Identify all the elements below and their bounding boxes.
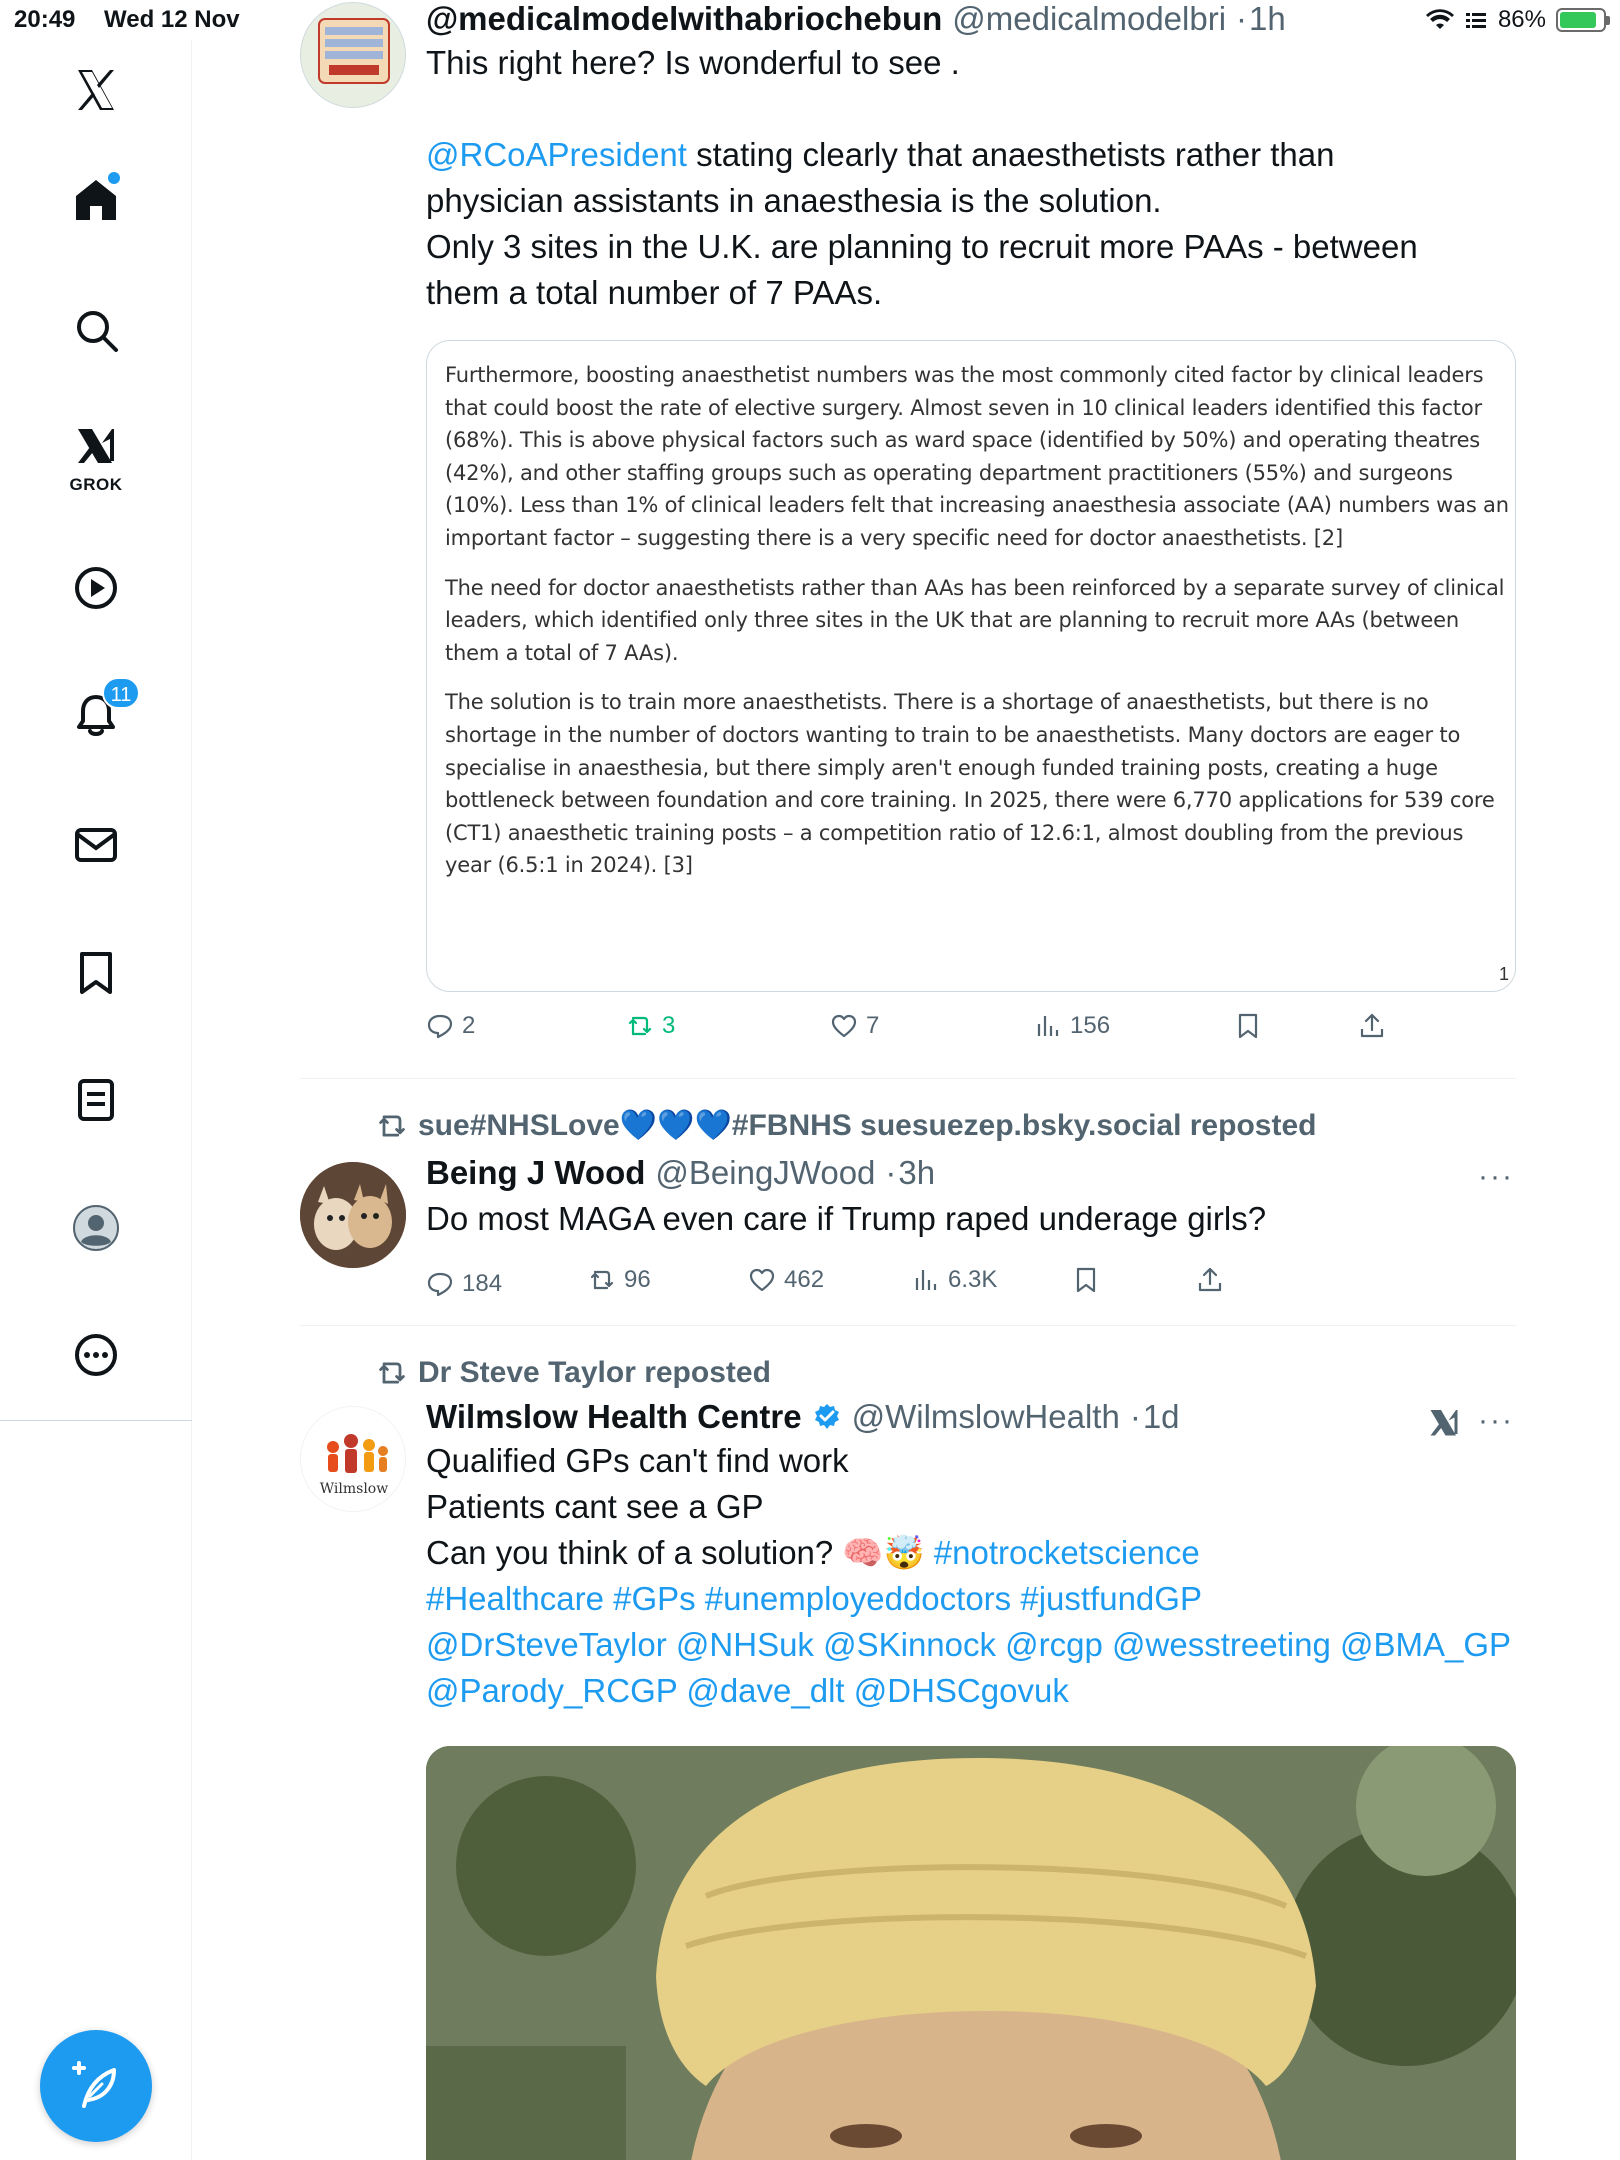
- home-unread-dot: [108, 172, 120, 184]
- text-line: physician assistants in anaesthesia is the solution.: [426, 182, 1162, 219]
- like-button[interactable]: [748, 1266, 824, 1294]
- text-line: [426, 132, 1516, 178]
- bookmark-button[interactable]: [1234, 1012, 1262, 1040]
- mail-icon: [72, 821, 120, 869]
- post-more-menu-icon[interactable]: ···: [1478, 1404, 1514, 1437]
- heart-icon: [830, 1012, 858, 1040]
- timeline: [300, 0, 1516, 1709]
- battery-icon: [1556, 8, 1606, 32]
- post-text: [426, 1438, 1516, 1714]
- sidebar-item-videos[interactable]: [56, 548, 136, 628]
- mention-links[interactable]: @DrSteveTaylor @NHSuk @SKinnock @rcgp @wesstreeting @BMA_GP: [426, 1626, 1512, 1663]
- bookmark-icon: [1072, 1266, 1100, 1294]
- grok-icon[interactable]: [1426, 1404, 1462, 1440]
- text-line: [426, 1530, 1516, 1576]
- like-count: 462: [784, 1266, 825, 1293]
- avatar-logo-text: Wilmslow: [319, 1481, 389, 1497]
- repost-button[interactable]: [626, 1012, 675, 1040]
- battery-percent: 86%: [1497, 6, 1546, 33]
- mention-links[interactable]: @Parody_RCGP @dave_dlt @DHSCgovuk: [426, 1672, 1069, 1709]
- avatar[interactable]: [300, 2, 406, 108]
- grok-label: GROK: [69, 475, 123, 494]
- reply-icon: [426, 1270, 454, 1298]
- document-paragraph: The solution is to train more anaesthetists. There is a shortage of anaesthetists, but there is no shortage in the number of doctors wanting to train to be anaesthetists. Many doctors are eager to specialise in anaesthesia, but there simply aren't enough funded training posts, creating a huge bottleneck between foundation and core training. In 2025, there were 6,770 applications for 539 core (CT1) anaesthetic training posts – a competition ratio of 12.6:1, almost doubling from the previous year (6.5:1 in 2024). [3]: [445, 690, 1495, 878]
- text-line: This right here? Is wonderful to see .: [426, 44, 960, 81]
- author-handle[interactable]: @medicalmodelbri: [952, 0, 1227, 37]
- x-logo-icon[interactable]: [56, 50, 136, 130]
- sidebar-item-search[interactable]: [56, 290, 136, 370]
- compose-post-button[interactable]: [40, 2030, 152, 2142]
- separator-dot: ·: [885, 1154, 897, 1191]
- hashtag-link[interactable]: #notrocketscience: [933, 1534, 1200, 1571]
- author-handle[interactable]: @WilmslowHealth: [851, 1398, 1120, 1435]
- post-header: [426, 1398, 1516, 1436]
- mention-link[interactable]: @RCoAPresident: [426, 136, 687, 173]
- bookmark-icon: [72, 949, 120, 997]
- text-line: them a total number of 7 PAAs.: [426, 274, 883, 311]
- hashtag-links[interactable]: #Healthcare #GPs #unemployeddoctors #justfundGP: [426, 1580, 1202, 1617]
- reply-count: 184: [462, 1270, 503, 1297]
- document-paragraph: The need for doctor anaesthetists rather than AAs has been reinforced by a separate survey of clinical leaders, which identified only three sites in the UK that are planning to recruit more AAs (between them a total of 7 AAs).: [445, 575, 1505, 665]
- post-text: Do most MAGA even care if Trump raped underage girls?: [426, 1200, 1267, 1237]
- like-count: 7: [866, 1012, 880, 1039]
- post-header: [426, 0, 1516, 38]
- post-more-menu-icon[interactable]: ···: [1478, 1160, 1514, 1193]
- heart-icon: [748, 1266, 776, 1294]
- person-photo-icon: [426, 1746, 1516, 2160]
- document-paragraph: Furthermore, boosting anaesthetist numbers was the most commonly cited factor by clinical leaders that could boost the rate of elective surgery. Almost seven in 10 clinical leaders identified this factor (68%). This is above physical factors such as ward space (identified by 50%) and operating theatres (42%), and other staffing groups such as operating department practitioners (55%) and surgeons (10%). Less than 1% of clinical leaders felt that increasing anaesthesia associate (AA) numbers was an important factor – suggesting there is a very specific need for doctor anaesthetists. [2]: [445, 363, 1509, 550]
- views-chart-icon: [912, 1266, 940, 1294]
- bookmark-icon: [1234, 1012, 1262, 1040]
- status-date: Wed 12 Nov: [104, 6, 240, 33]
- sidebar-item-lists[interactable]: [56, 1060, 136, 1140]
- attached-document-image[interactable]: [426, 340, 1516, 992]
- views-count: 6.3K: [948, 1266, 998, 1293]
- share-button[interactable]: [1358, 1012, 1386, 1040]
- sidebar-item-notifications[interactable]: [56, 675, 136, 755]
- text-line: Qualified GPs can't find work: [426, 1442, 849, 1479]
- more-circle-icon: [72, 1331, 120, 1379]
- views-chart-icon: [1034, 1012, 1062, 1040]
- search-icon: [72, 306, 120, 354]
- author-name[interactable]: Being J Wood: [426, 1154, 646, 1191]
- text-span: stating clearly that anaesthetists rather than: [686, 136, 1335, 173]
- verified-badge-icon: [812, 1402, 842, 1432]
- repost-context: [376, 1356, 771, 1390]
- text-span: Can you think of a solution? 🧠🤯: [426, 1534, 934, 1571]
- notification-badge: 11: [102, 677, 140, 709]
- play-icon: [72, 564, 120, 612]
- share-icon: [1196, 1266, 1224, 1294]
- post-media-image[interactable]: [426, 1746, 1516, 2160]
- post-time[interactable]: 1h: [1249, 0, 1286, 37]
- author-name[interactable]: Wilmslow Health Centre: [426, 1398, 802, 1435]
- repost-context: [376, 1108, 1316, 1143]
- repost-button[interactable]: [588, 1266, 651, 1294]
- repost-icon: [588, 1266, 616, 1294]
- text-line: Patients cant see a GP: [426, 1488, 764, 1525]
- separator-dot: ·: [1236, 0, 1248, 37]
- repost-icon: [626, 1012, 654, 1040]
- post-time[interactable]: 3h: [898, 1154, 936, 1191]
- reply-button[interactable]: [426, 1270, 502, 1298]
- views-button[interactable]: [912, 1266, 997, 1294]
- avatar[interactable]: [300, 1162, 406, 1268]
- repost-context-text[interactable]: sue#NHSLove💙💙💙#FBNHS suesuezep.bsky.social reposted: [418, 1109, 1317, 1142]
- post-text: [426, 40, 1516, 316]
- sidebar-item-grok[interactable]: [56, 415, 136, 495]
- reply-button[interactable]: [426, 1012, 475, 1040]
- post-divider: [300, 1078, 1516, 1079]
- avatar[interactable]: [300, 1406, 406, 1512]
- sidebar-item-more[interactable]: [56, 1315, 136, 1395]
- separator-dot: ·: [1129, 1398, 1141, 1435]
- sidebar-item-profile[interactable]: [56, 1188, 136, 1268]
- document-page-number: 1: [1498, 964, 1509, 984]
- post-medicalmodel[interactable]: [300, 0, 1516, 1080]
- sidebar-item-bookmarks[interactable]: [56, 933, 136, 1013]
- post-beingjwood[interactable]: [300, 1080, 1516, 1326]
- gmc-logo-avatar-icon: [301, 3, 406, 108]
- views-button[interactable]: [1034, 1012, 1110, 1040]
- compose-feather-icon: [68, 2058, 124, 2114]
- repost-count: 3: [662, 1012, 676, 1039]
- post-wilmslowhealth[interactable]: [300, 1326, 1516, 2160]
- dogs-photo-avatar-icon: [300, 1162, 406, 1268]
- author-handle[interactable]: @BeingJWood: [655, 1154, 876, 1191]
- sidebar-item-messages[interactable]: [56, 805, 136, 885]
- reply-count: 2: [462, 1012, 476, 1039]
- sidebar: [0, 40, 192, 2160]
- bookmark-button[interactable]: [1072, 1266, 1100, 1294]
- status-time: 20:49: [14, 6, 76, 33]
- post-header: [426, 1154, 1516, 1192]
- like-button[interactable]: [830, 1012, 879, 1040]
- grok-icon: [72, 421, 120, 469]
- reply-icon: [426, 1012, 454, 1040]
- repost-icon: [376, 1357, 408, 1389]
- sidebar-item-home[interactable]: [56, 160, 136, 240]
- share-button[interactable]: [1196, 1266, 1224, 1294]
- post-time[interactable]: 1d: [1142, 1398, 1180, 1435]
- list-icon: [72, 1076, 120, 1124]
- text-line: Only 3 sites in the U.K. are planning to recruit more PAAs - between: [426, 228, 1418, 265]
- sidebar-divider: [0, 1420, 192, 1421]
- repost-count: 96: [624, 1266, 651, 1293]
- views-count: 156: [1070, 1012, 1111, 1039]
- author-name[interactable]: @medicalmodelwithabriochebun: [426, 0, 943, 37]
- share-icon: [1358, 1012, 1386, 1040]
- profile-icon: [72, 1204, 120, 1252]
- repost-context-text[interactable]: Dr Steve Taylor reposted: [418, 1356, 771, 1389]
- repost-icon: [376, 1110, 408, 1142]
